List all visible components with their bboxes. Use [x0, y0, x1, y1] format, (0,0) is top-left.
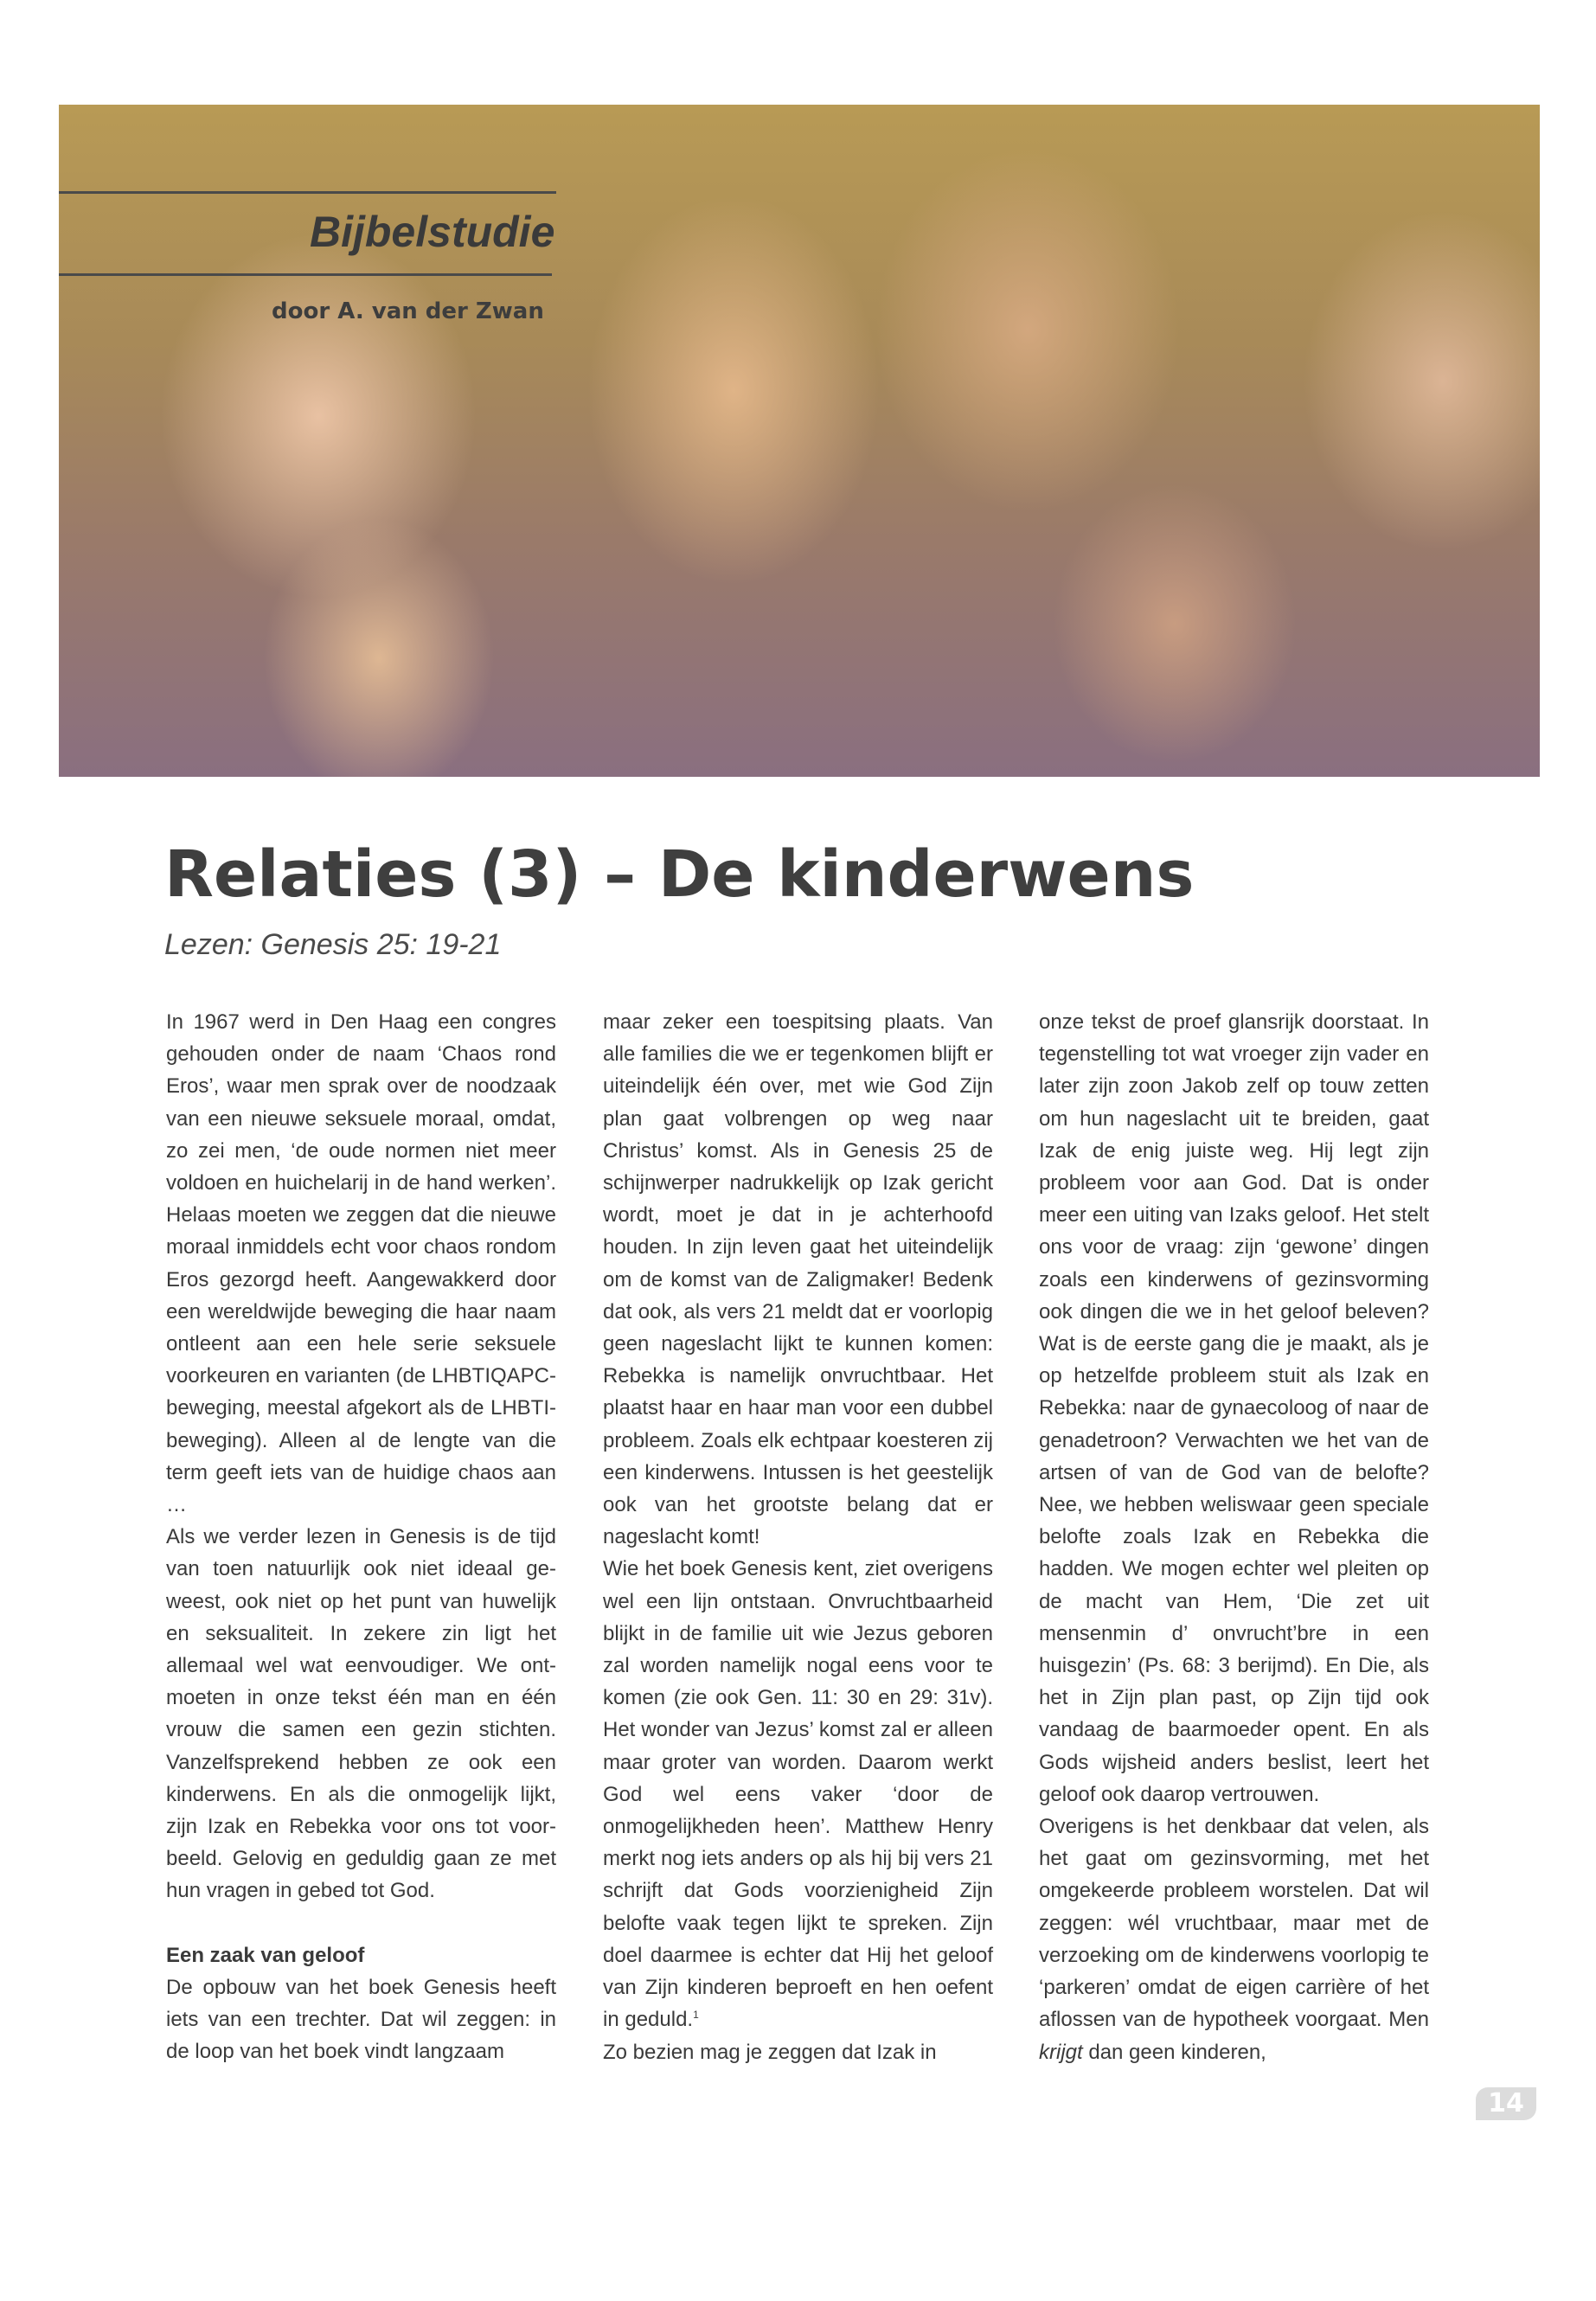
paragraph	[603, 1553, 993, 2035]
hero-photo	[59, 105, 1540, 777]
reading-reference: Lezen: Genesis 25: 19-21	[164, 928, 502, 961]
paragraph: maar zeker een toespitsing plaats. Van alle families die we er tegenkomen blijft er uiteindelijk één over, met wie God Zijn plan gaat volbrengen op weg naar Christus’ komst. Als in Genesis 25 de schijnwerper nadrukkelijk op Izak gericht wordt, moet je dat in je achterhoofd houden. In zijn leven gaat het uiteindelijk om de komst van de Zaligmaker! Bedenk dat ook, als vers 21 meldt dat er voorlopig geen nageslacht lijkt te kunnen komen: Rebekka is namelijk onvruchtbaar. Het plaatst haar en haar man voor een dubbel probleem. Zoals elk echtpaar koesteren zij een kinderwens. Intussen is het geestelijk ook van het grootste belang dat er nageslacht komt!	[603, 1010, 993, 1549]
page-number-badge: 14	[1476, 2087, 1536, 2120]
footnote-marker[interactable]: 1	[693, 2009, 699, 2022]
text-column-2	[603, 1006, 993, 2068]
paragraph	[1039, 1811, 1429, 2068]
section-heading: Een zaak van geloof	[166, 1943, 365, 1967]
text-column-3	[1039, 1006, 1429, 2068]
paragraph: De opbouw van het boek Genesis heeft iets van een trechter. Dat wil zeggen: in de loop van het boek vindt langzaam	[166, 1975, 556, 2064]
paragraph-text: Overigens is het denkbaar dat velen, als het gaat om gezinsvorming, met het omgekeerde probleem worstelen. Dat wil zeggen: wél vruchtbaar, maar met de verzoeking om de kinderwens voorlopig te ‘parkeren’ omdat de eigen carrière of het aflossen van de hypotheek voorgaat. Men	[1039, 1815, 1429, 2032]
section-rule-top	[59, 191, 556, 194]
paragraph-text: Wie het boek Genesis kent, ziet overigens wel een lijn ontstaan. Onvruchtbaarheid blijkt in de familie uit wie Jezus geboren zal worden namelijk nogal eens voor te komen (zie ook Gen. 11: 30 en 29: 31v). Het wonder van Jezus’ komst zal er alleen maar groter van worden. Daarom werkt God wel eens vaker ‘door de onmogelijkheden heen’. Matthew Henry merkt nog iets anders op als hij bij vers 21 schrijft dat Gods voorzienigheid Zijn belofte vaak tegen lijkt te spreken. Zijn doel daarmee is echter dat Hij het geloof van Zijn kinderen beproeft en hen oefent in geduld.	[603, 1557, 993, 2032]
paragraph: onze tekst de proef glansrijk doorstaat. In tegenstelling tot wat vroeger zijn vader en later zijn zoon Jakob zelf op touw zetten om hun nageslacht uit te breiden, gaat Izak de enig juiste weg. Hij legt zijn probleem voor aan God. Dat is onder meer een uiting van Izaks geloof. Het stelt ons voor de vraag: zijn ‘gewone’ dingen zoals een kinderwens of gezinsvorming ook dingen die we in het geloof beleven? Wat is de eerste gang die je maakt, als je op hetzelfde probleem stuit als Izak en Rebekka: naar de gynaecoloog of naar de genadetroon? Verwachten we het van de artsen of van de God van de belofte? Nee, we hebben weliswaar geen speciale belofte zoals Izak en Rebekka die hadden. We mogen echter wel pleiten op de macht van Hem, ‘Die zet uit mensenmin d’ onvrucht’bre in een huisgezin’ (Ps. 68: 3 berijmd). En Die, als het in Zijn plan past, op Zijn tijd ook vandaag de baarmoeder opent. En als Gods wijsheid anders beslist, leert het geloof ook daarop vertrouwen.	[1039, 1010, 1429, 1806]
paragraph: In 1967 werd in Den Haag een congres gehouden onder de naam ‘Chaos rond Eros’, waar men sprak over de noodzaak van een nieuwe seksuele moraal, omdat, zo zei men, ‘de oude normen niet meer voldoen en huichelarij in de hand werken’. Helaas moeten we zeggen dat die nieuwe moraal inmiddels echt voor chaos rondom Eros gezorgd heeft. Aangewakkerd door een wereldwijde beweging die haar naam ontleent aan een hele serie seksuele voorkeuren en varianten (de LHBTIQAPC-beweging, meestal afgekort als de LHBTI-beweging). Alleen al de lengte van die term geeft iets van de huidige chaos aan …	[166, 1010, 556, 1517]
section-rule-bottom	[59, 273, 552, 276]
paragraph: Als we verder lezen in Genesis is de tijd van toen natuurlijk ook niet ideaal geweest, ook niet op het punt van huwelijk en seksualiteit. In zekere zin ligt het allemaal wel wat eenvoudiger. We ontmoeten in onze tekst één man en één vrouw die samen een gezin stichten. Vanzelfsprekend hebben ze ook een kinderwens. En als die onmogelijk lijkt, zijn Izak en Rebekka voor ons tot voorbeeld. Gelovig en geduldig gaan ze met hun vragen in gebed tot God.	[166, 1525, 556, 1903]
author-byline: door A. van der Zwan	[272, 298, 544, 324]
section-label: Bijbelstudie	[310, 208, 555, 256]
paragraph: Zo bezien mag je zeggen dat Izak in	[603, 2040, 937, 2064]
article-title: Relaties (3) – De kinderwens	[164, 837, 1195, 912]
text-column-1	[166, 1006, 556, 2068]
emphasis-text: krijgt	[1039, 2040, 1083, 2064]
paragraph-text: dan geen kinderen,	[1082, 2040, 1266, 2064]
